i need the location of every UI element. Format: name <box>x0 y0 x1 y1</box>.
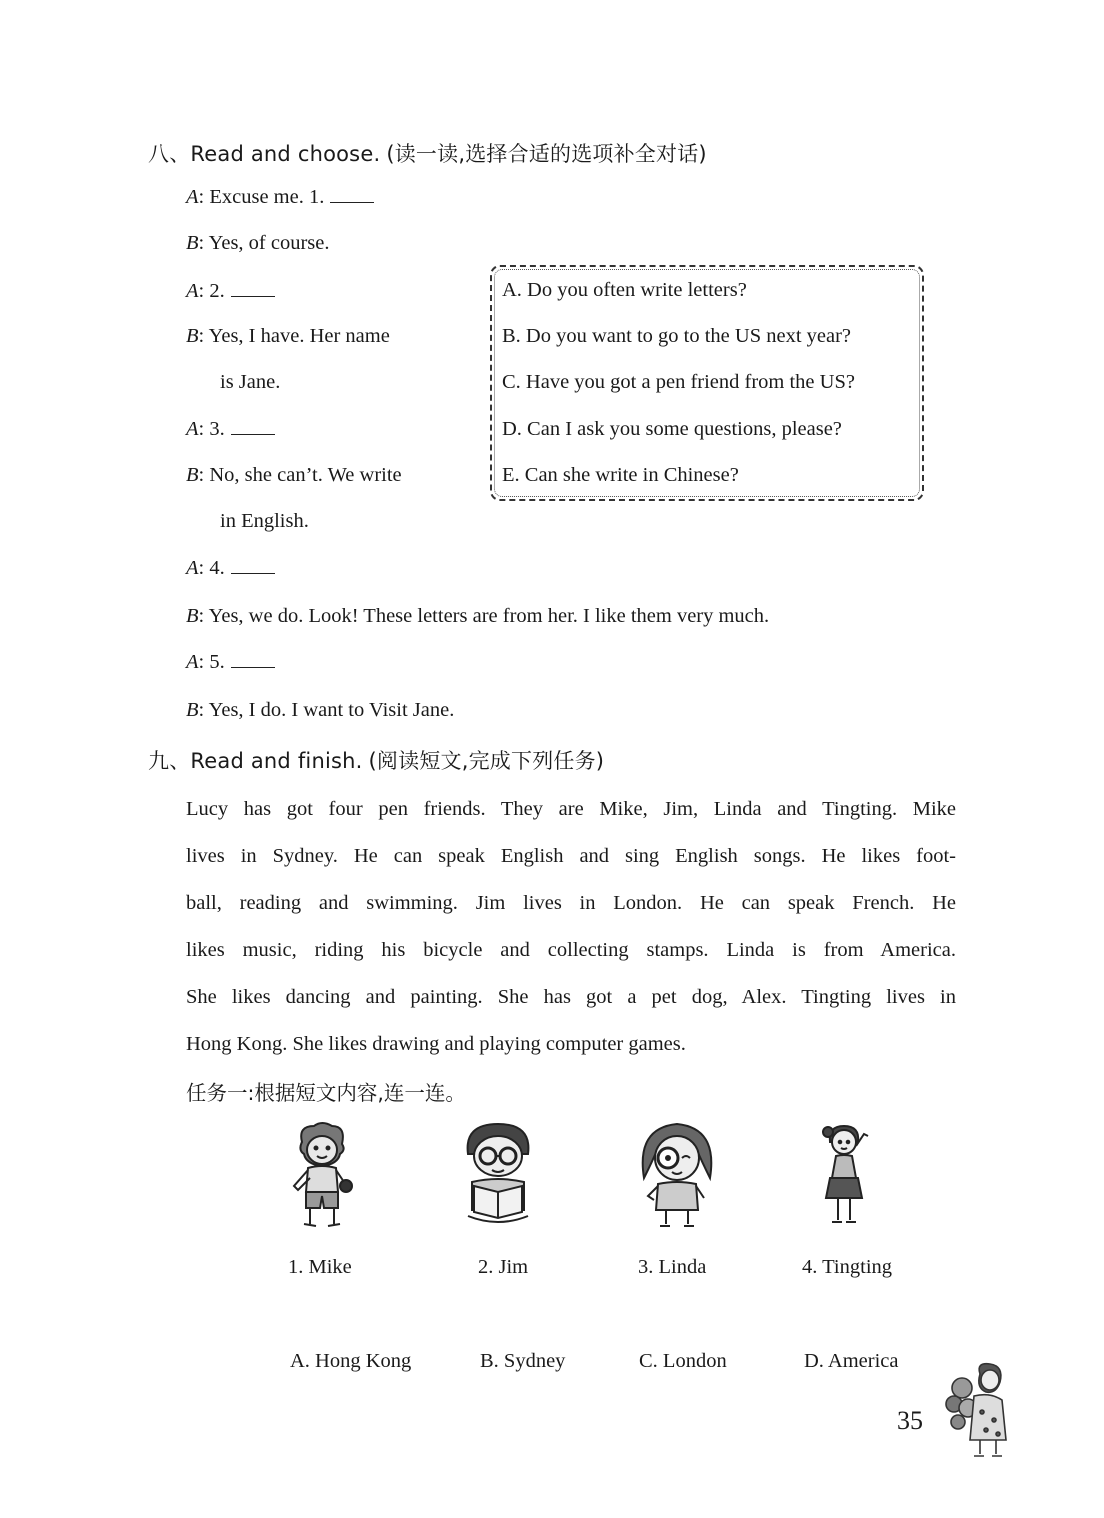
tingting-illustration <box>814 1120 874 1235</box>
option-d: D. Can I ask you some questions, please? <box>502 418 842 440</box>
section8-note: (读一读,选择合适的选项补全对话) <box>386 142 707 166</box>
mike-illustration <box>282 1120 362 1235</box>
dialogue-line-9: A: 4. <box>186 557 275 580</box>
place-sydney: B. Sydney <box>480 1350 566 1372</box>
option-c: C. Have you got a pen friend from the US? <box>502 371 855 393</box>
place-london: C. London <box>639 1350 727 1372</box>
passage-line: lives in Sydney. He can speak English and sing English songs. He likes foot- <box>186 845 956 867</box>
answer-blank-2[interactable] <box>231 294 275 297</box>
answer-blank-5[interactable] <box>231 665 275 668</box>
dialogue-text: 4. <box>209 557 225 579</box>
dialogue-line-11: A: 5. <box>186 651 275 674</box>
passage-line: She likes dancing and painting. She has got a pet dog, Alex. Tingting lives in <box>186 986 956 1008</box>
section8-number: 八、 <box>148 142 191 166</box>
dialogue-text: 3. <box>209 418 225 440</box>
page-number: 35 <box>897 1406 923 1435</box>
speaker: A <box>186 557 199 579</box>
answer-blank-3[interactable] <box>231 432 275 435</box>
dialogue-text: in English. <box>220 510 309 532</box>
dialogue-line-12: B: Yes, I do. I want to Visit Jane. <box>186 699 455 721</box>
dialogue-text: Yes, of course. <box>208 232 330 254</box>
place-hong-kong: A. Hong Kong <box>290 1350 412 1372</box>
section8-title: Read and choose. <box>190 142 381 166</box>
dialogue-line-7: B: No, she can’t. We write <box>186 464 402 486</box>
dialogue-line-10: B: Yes, we do. Look! These letters are from her. I like them very much. <box>186 605 770 627</box>
passage-line: Lucy has got four pen friends. They are Mike, Jim, Linda and Tingting. Mike <box>186 798 956 820</box>
passage-line: Hong Kong. She likes drawing and playing computer games. <box>186 1033 686 1055</box>
dialogue-text: 2. <box>209 280 225 302</box>
option-a: A. Do you often write letters? <box>502 279 747 301</box>
linda-illustration <box>632 1118 722 1236</box>
speaker: B <box>186 605 199 627</box>
dialogue-line-3: A: 2. <box>186 280 275 303</box>
dialogue-text: is Jane. <box>220 371 281 393</box>
answer-blank-4[interactable] <box>231 571 275 574</box>
name-mike: 1. Mike <box>288 1256 352 1278</box>
dialogue-text: Yes, we do. Look! These letters are from her. I like them very much. <box>208 605 770 627</box>
option-e: E. Can she write in Chinese? <box>502 464 739 486</box>
dialogue-line-6: A: 3. <box>186 418 275 441</box>
dialogue-line-5 <box>220 371 280 394</box>
dialogue-text: Yes, I have. Her name <box>208 325 390 347</box>
decorative-girl-with-flowers-icon <box>940 1360 1010 1460</box>
speaker: B <box>186 232 199 254</box>
speaker: A <box>186 651 199 673</box>
dialogue-text: Yes, I do. I want to Visit Jane. <box>208 699 455 721</box>
option-b: B. Do you want to go to the US next year? <box>502 325 852 347</box>
reading-passage <box>186 786 956 1068</box>
dialogue-text: No, she can’t. We write <box>209 464 402 486</box>
answer-blank-1[interactable] <box>330 200 374 203</box>
passage-line: ball, reading and swimming. Jim lives in London. He can speak French. He <box>186 892 956 914</box>
section8-heading <box>148 138 707 168</box>
place-america: D. America <box>804 1350 899 1372</box>
dialogue-line-4: B: Yes, I have. Her name <box>186 325 390 347</box>
speaker: B <box>186 464 199 486</box>
speaker: A <box>186 418 199 440</box>
speaker: A <box>186 186 199 208</box>
task1-instruction: 任务一:根据短文内容,连一连。 <box>186 1081 466 1105</box>
dialogue-line-2: B: Yes, of course. <box>186 232 330 254</box>
section9-title: Read and finish. <box>190 749 363 773</box>
name-jim: 2. Jim <box>478 1256 529 1278</box>
name-tingting: 4. Tingting <box>802 1256 893 1278</box>
speaker: A <box>186 280 199 302</box>
dialogue-text: 5. <box>209 651 225 673</box>
speaker: B <box>186 325 199 347</box>
dialogue-line-8 <box>220 510 309 533</box>
jim-illustration <box>458 1120 538 1230</box>
section9-note: (阅读短文,完成下列任务) <box>368 749 605 773</box>
speaker: B <box>186 699 199 721</box>
section9-heading <box>148 745 604 775</box>
dialogue-text: Excuse me. 1. <box>209 186 325 208</box>
section9-number: 九、 <box>148 749 191 773</box>
name-linda: 3. Linda <box>638 1256 707 1278</box>
dialogue-line-1: A: Excuse me. 1. <box>186 186 374 209</box>
passage-line: likes music, riding his bicycle and collecting stamps. Linda is from America. <box>186 939 956 961</box>
